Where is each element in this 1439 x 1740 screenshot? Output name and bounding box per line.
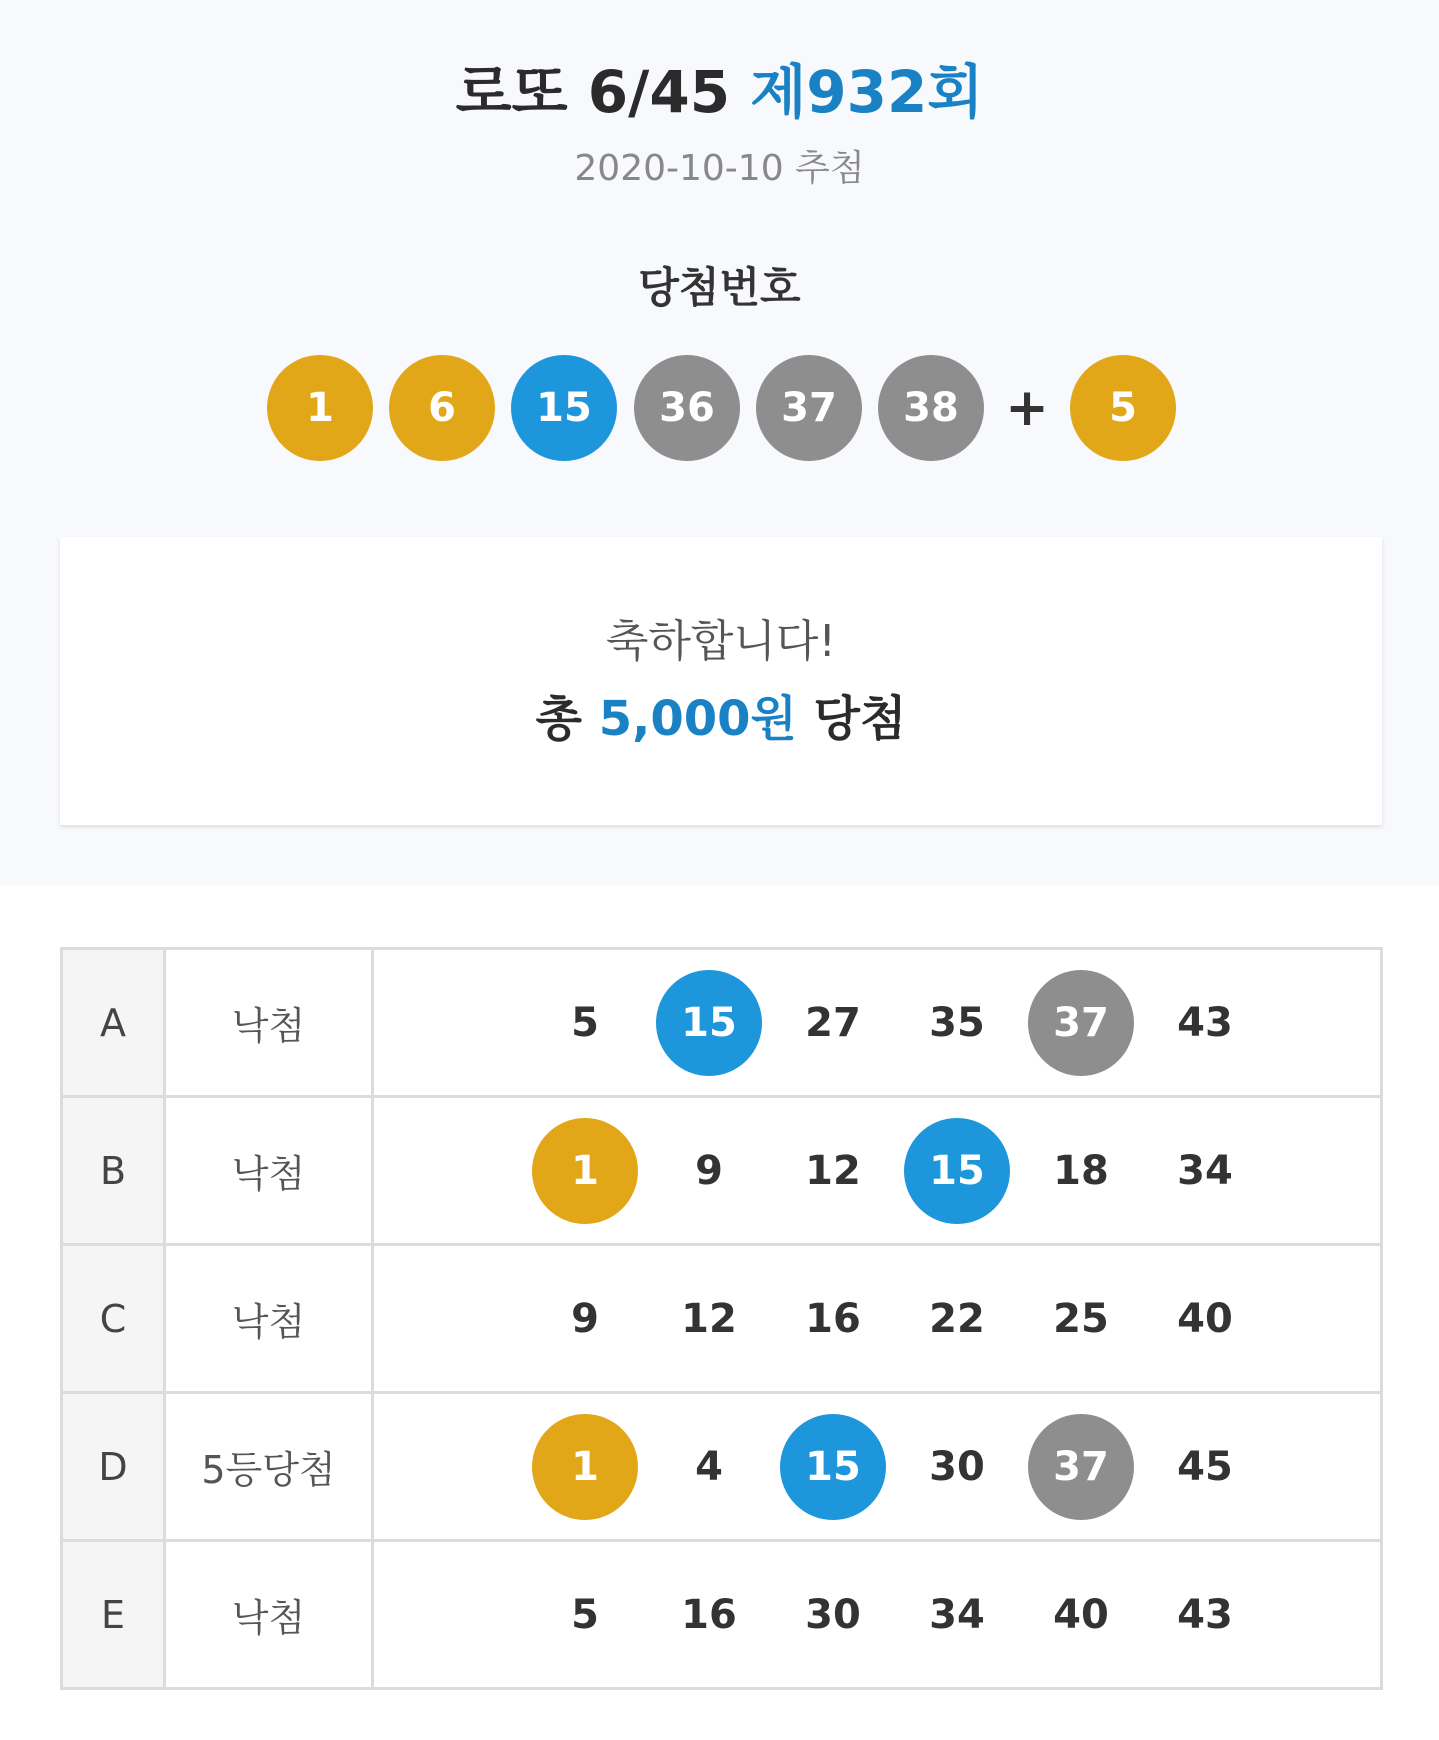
row-id: B [62, 1097, 165, 1245]
matched-number-ball: 37 [1028, 1414, 1134, 1520]
ticket-number: 4 [695, 1444, 723, 1490]
winning-numbers-label: 당첨번호 [638, 263, 801, 312]
table-row [62, 1541, 1382, 1689]
ticket-number: 25 [1053, 1296, 1109, 1342]
row-id: E [62, 1541, 165, 1689]
matched-number-ball: 1 [532, 1414, 638, 1520]
ticket-number: 9 [695, 1148, 723, 1194]
row-numbers [374, 1098, 1380, 1243]
row-id: A [62, 949, 165, 1097]
ticket-number: 22 [929, 1296, 985, 1342]
row-status: 낙첨 [165, 1245, 373, 1393]
row-numbers-cell [373, 949, 1382, 1097]
ticket-number: 43 [1177, 1000, 1233, 1046]
page-title [0, 52, 1439, 132]
ticket-number: 18 [1053, 1148, 1109, 1194]
ticket-number: 35 [929, 1000, 985, 1046]
row-status: 낙첨 [165, 949, 373, 1097]
total-prize [60, 687, 1382, 751]
bonus-ball: 5 [1070, 355, 1176, 461]
row-numbers [374, 950, 1380, 1095]
row-id: C [62, 1245, 165, 1393]
row-status: 낙첨 [165, 1541, 373, 1689]
result-summary-card [60, 537, 1382, 825]
ticket-number: 16 [805, 1296, 861, 1342]
winning-ball-3: 15 [511, 355, 617, 461]
plus-sign: + [1005, 378, 1049, 438]
ticket-number: 16 [681, 1592, 737, 1638]
ticket-number: 40 [1053, 1592, 1109, 1638]
table-row [62, 1245, 1382, 1393]
row-numbers-cell [373, 1541, 1382, 1689]
row-numbers [374, 1542, 1380, 1687]
total-suffix: 당첨 [813, 691, 907, 747]
congrats-message: 축하합니다! [605, 616, 837, 667]
row-numbers [374, 1246, 1380, 1391]
ticket-number: 45 [1177, 1444, 1233, 1490]
winning-ball-4: 36 [634, 355, 740, 461]
matched-number-ball: 1 [532, 1118, 638, 1224]
winning-numbers [0, 355, 1439, 461]
row-status: 5등당첨 [165, 1393, 373, 1541]
row-numbers-cell [373, 1245, 1382, 1393]
matched-number-ball: 37 [1028, 970, 1134, 1076]
ticket-number: 30 [929, 1444, 985, 1490]
ticket-number: 43 [1177, 1592, 1233, 1638]
matched-number-ball: 15 [780, 1414, 886, 1520]
total-prefix: 총 [535, 691, 582, 747]
ticket-number: 40 [1177, 1296, 1233, 1342]
table-row [62, 949, 1382, 1097]
row-numbers-cell [373, 1393, 1382, 1541]
row-id: D [62, 1393, 165, 1541]
round-number: 제932회 [750, 58, 984, 126]
total-amount: 5,000원 [598, 691, 797, 747]
winning-ball-1: 1 [267, 355, 373, 461]
winning-ball-2: 6 [389, 355, 495, 461]
draw-date: 2020-10-10 추첨 [574, 148, 865, 189]
table-row [62, 1097, 1382, 1245]
ticket-number: 5 [571, 1000, 599, 1046]
table-row [62, 1393, 1382, 1541]
ticket-number: 30 [805, 1592, 861, 1638]
row-numbers [374, 1394, 1380, 1539]
winning-ball-6: 38 [878, 355, 984, 461]
ticket-number: 34 [1177, 1148, 1233, 1194]
winning-ball-5: 37 [756, 355, 862, 461]
ticket-results-table [60, 947, 1383, 1690]
matched-number-ball: 15 [904, 1118, 1010, 1224]
matched-number-ball: 15 [656, 970, 762, 1076]
row-numbers-cell [373, 1097, 1382, 1245]
ticket-number: 5 [571, 1592, 599, 1638]
ticket-number: 12 [805, 1148, 861, 1194]
ticket-number: 12 [681, 1296, 737, 1342]
ticket-number: 27 [805, 1000, 861, 1046]
lotto-name: 로또 6/45 [455, 58, 731, 126]
ticket-number: 9 [571, 1296, 599, 1342]
ticket-number: 34 [929, 1592, 985, 1638]
row-status: 낙첨 [165, 1097, 373, 1245]
